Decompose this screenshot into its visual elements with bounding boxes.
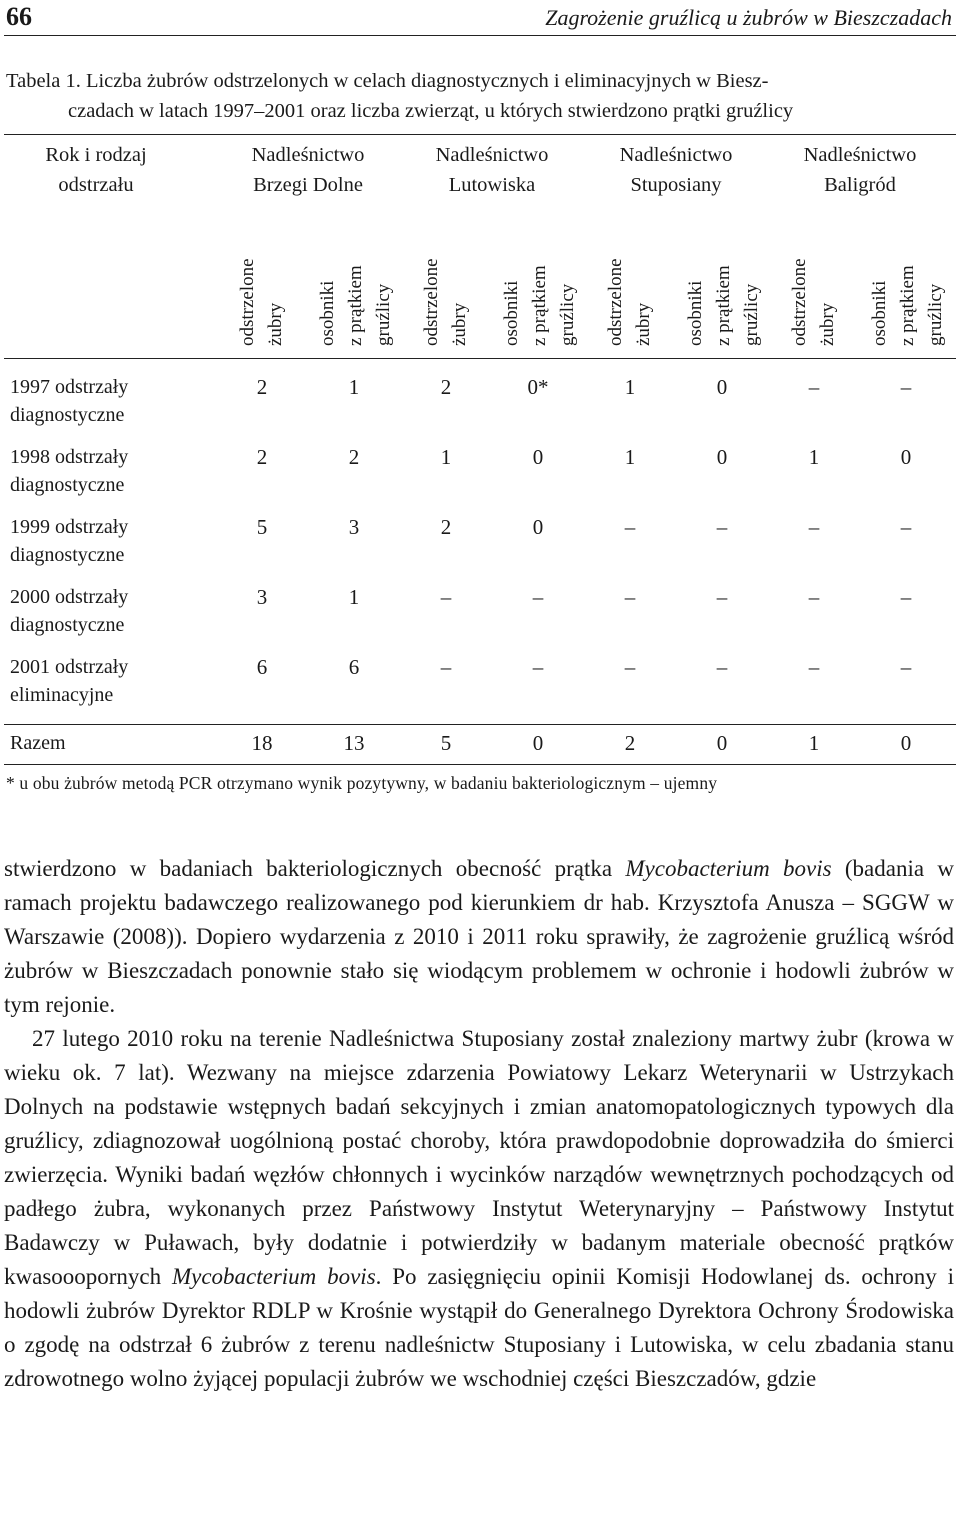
total-cell: 13	[343, 731, 365, 755]
table-cell: –	[808, 515, 820, 539]
forestry-header-line2: Stuposiany	[630, 174, 722, 196]
row-header	[6, 140, 186, 200]
row-label-2001: 2001 odstrzały eliminacyjne	[10, 656, 129, 706]
table-cell: 2	[256, 445, 268, 469]
row-label-1997: 1997 odstrzały diagnostyczne	[10, 376, 129, 426]
table-cell: 1	[808, 445, 820, 469]
forestry-header-line2: Lutowiska	[448, 174, 536, 196]
table-cell: 0	[532, 515, 544, 539]
table-cell: 0	[532, 445, 544, 469]
page-number: 66	[6, 2, 32, 31]
forestry-header-brzegi-dolne	[218, 140, 398, 200]
table-cell: 1	[440, 445, 452, 469]
table-cell: –	[440, 585, 452, 609]
row-label-1999: 1999 odstrzały diagnostyczne	[10, 516, 129, 566]
table-cell: –	[624, 655, 636, 679]
forestry-header-line1: Nadleśnictwo	[803, 144, 917, 166]
forestry-header-lutowiska	[402, 140, 582, 200]
row-label-2000: 2000 odstrzały diagnostyczne	[10, 586, 129, 636]
table-cell: –	[900, 375, 912, 399]
table-cell: 6	[348, 655, 360, 679]
total-cell: 5	[440, 731, 452, 755]
table-cell: 2	[440, 515, 452, 539]
running-title: Zagrożenie gruźlicą u żubrów w Bieszczadach	[545, 5, 952, 30]
table-cell: –	[716, 585, 728, 609]
table-cell: 3	[256, 585, 268, 609]
subcol-infected-animals: osobniki z prątkiem gruźlicy	[501, 265, 578, 346]
table-cell: –	[716, 655, 728, 679]
table-cell: 6	[256, 655, 268, 679]
table-cell: –	[716, 515, 728, 539]
subcol-shot-bison: odstrzelone żubry	[605, 258, 654, 346]
table-bottom-rule	[4, 764, 956, 765]
table-footnote: * u obu żubrów metodą PCR otrzymano wynik pozytywny, w badaniu bakteriologicznym – ujemny	[6, 773, 718, 793]
paragraph: stwierdzono w badaniach bakteriologicznych obecność prątka Mycobacterium bovis (badania w ramach projektu badawczego realizowanego pod kierunkiem dr hab. Krzysztofa Anusza – SGGW w Warszawie (2008)). Dopiero wydarzenia z 2010 i 2011 roku sprawiły, że zagrożenie gruźlicą wśród żubrów w Bieszczadach ponownie stało się wiodącym problemem w ochronie i hodowli żubrów w tym rejonie.	[4, 856, 954, 1017]
table-cell: 1	[624, 445, 636, 469]
subcol-infected-animals: osobniki z prątkiem gruźlicy	[869, 265, 946, 346]
table-top-rule	[4, 134, 956, 135]
table-cell: 0*	[527, 375, 549, 399]
table-cell: 3	[348, 515, 360, 539]
table-caption-line1: Liczba żubrów odstrzelonych w celach diagnostycznych i eliminacyjnych w Biesz-	[85, 70, 769, 92]
body-text	[4, 852, 954, 1396]
total-cell: 0	[716, 731, 728, 755]
table-cell: 5	[256, 515, 268, 539]
total-cell: 0	[532, 731, 544, 755]
forestry-header-stuposiany	[586, 140, 766, 200]
table-cell: 2	[440, 375, 452, 399]
table-cell: –	[624, 515, 636, 539]
table-cell: 1	[348, 585, 360, 609]
table-cell: 2	[348, 445, 360, 469]
total-cell: 2	[624, 731, 636, 755]
forestry-header-line1: Nadleśnictwo	[435, 144, 549, 166]
subcol-shot-bison: odstrzelone żubry	[237, 258, 286, 346]
table-caption-line2: czadach w latach 1997–2001 oraz liczba zwierząt, u których stwierdzono prątki gruźlicy	[68, 100, 794, 122]
table-cell: –	[532, 655, 544, 679]
subcol-shot-bison: odstrzelone żubry	[789, 258, 838, 346]
row-header-line2: odstrzału	[58, 174, 134, 196]
row-header-line1: Rok i rodzaj	[45, 144, 147, 166]
table-cell: 1	[348, 375, 360, 399]
table-cell: –	[808, 585, 820, 609]
subcol-infected-animals: osobniki z prątkiem gruźlicy	[317, 265, 394, 346]
table-cell: 0	[900, 445, 912, 469]
table-cell: –	[808, 375, 820, 399]
row-label-1998: 1998 odstrzały diagnostyczne	[10, 446, 129, 496]
forestry-header-line2: Baligród	[824, 174, 896, 196]
table-cell: –	[900, 655, 912, 679]
table-cell: 2	[256, 375, 268, 399]
table-cell: 0	[716, 445, 728, 469]
forestry-header-line2: Brzegi Dolne	[253, 174, 363, 196]
table-caption-label: Tabela 1.	[6, 70, 81, 92]
table-cell: 0	[716, 375, 728, 399]
table-cell: –	[808, 655, 820, 679]
forestry-header-line1: Nadleśnictwo	[619, 144, 733, 166]
forestry-header-line1: Nadleśnictwo	[251, 144, 365, 166]
total-cell: 18	[251, 731, 273, 755]
table-header-rule	[4, 358, 956, 359]
subcol-infected-animals: osobniki z prątkiem gruźlicy	[685, 265, 762, 346]
table-cell: –	[440, 655, 452, 679]
table-cell: –	[900, 585, 912, 609]
table-cell: –	[900, 515, 912, 539]
total-cell: 0	[900, 731, 912, 755]
table-total-rule	[4, 724, 956, 725]
total-label: Razem	[10, 732, 66, 754]
table-cell: 1	[624, 375, 636, 399]
forestry-header-baligrod	[770, 140, 950, 200]
paragraph: 27 lutego 2010 roku na terenie Nadleśnictwa Stuposiany został znaleziony martwy żubr (krowa w wieku ok. 7 lat). Wezwany na miejsce zdarzenia Powiatowy Lekarz Weterynarii w Ustrzykach Dolnych na podstawie wstępnych badań sekcyjnych i zmian anatomopatologicznych typowych dla gruźlicy, zdiagnozował uogólnioną postać choroby, która prawdopodobnie doprowadziła do śmierci zwierzęcia. Wyniki badań węzłów chłonnych i wycinków narządów wewnętrznych pochodzących od padłego żubra, wykonanych przez Państwowy Instytut Weterynaryjny – Państwowy Instytut Badawczy w Puławach, były dodatnie i potwierdziły w badanym materiale obecność prątków kwasooopornych Mycobacterium bovis. Po zasięgnięciu opinii Komisji Hodowlanej ds. ochrony i hodowli żubrów Dyrektor RDLP w Krośnie wystąpił do Generalnego Dyrektora Ochrony Środowiska o zgodę na odstrzał 6 żubrów z terenu nadleśnictw Stuposiany i Lutowiska, w celu zbadania stanu zdrowotnego wolno żyjącej populacji żubrów we wschodniej części Bieszczadów, gdzie	[4, 1026, 955, 1391]
subcol-shot-bison: odstrzelone żubry	[421, 258, 470, 346]
table-cell: –	[624, 585, 636, 609]
table-cell: –	[532, 585, 544, 609]
total-cell: 1	[808, 731, 820, 755]
